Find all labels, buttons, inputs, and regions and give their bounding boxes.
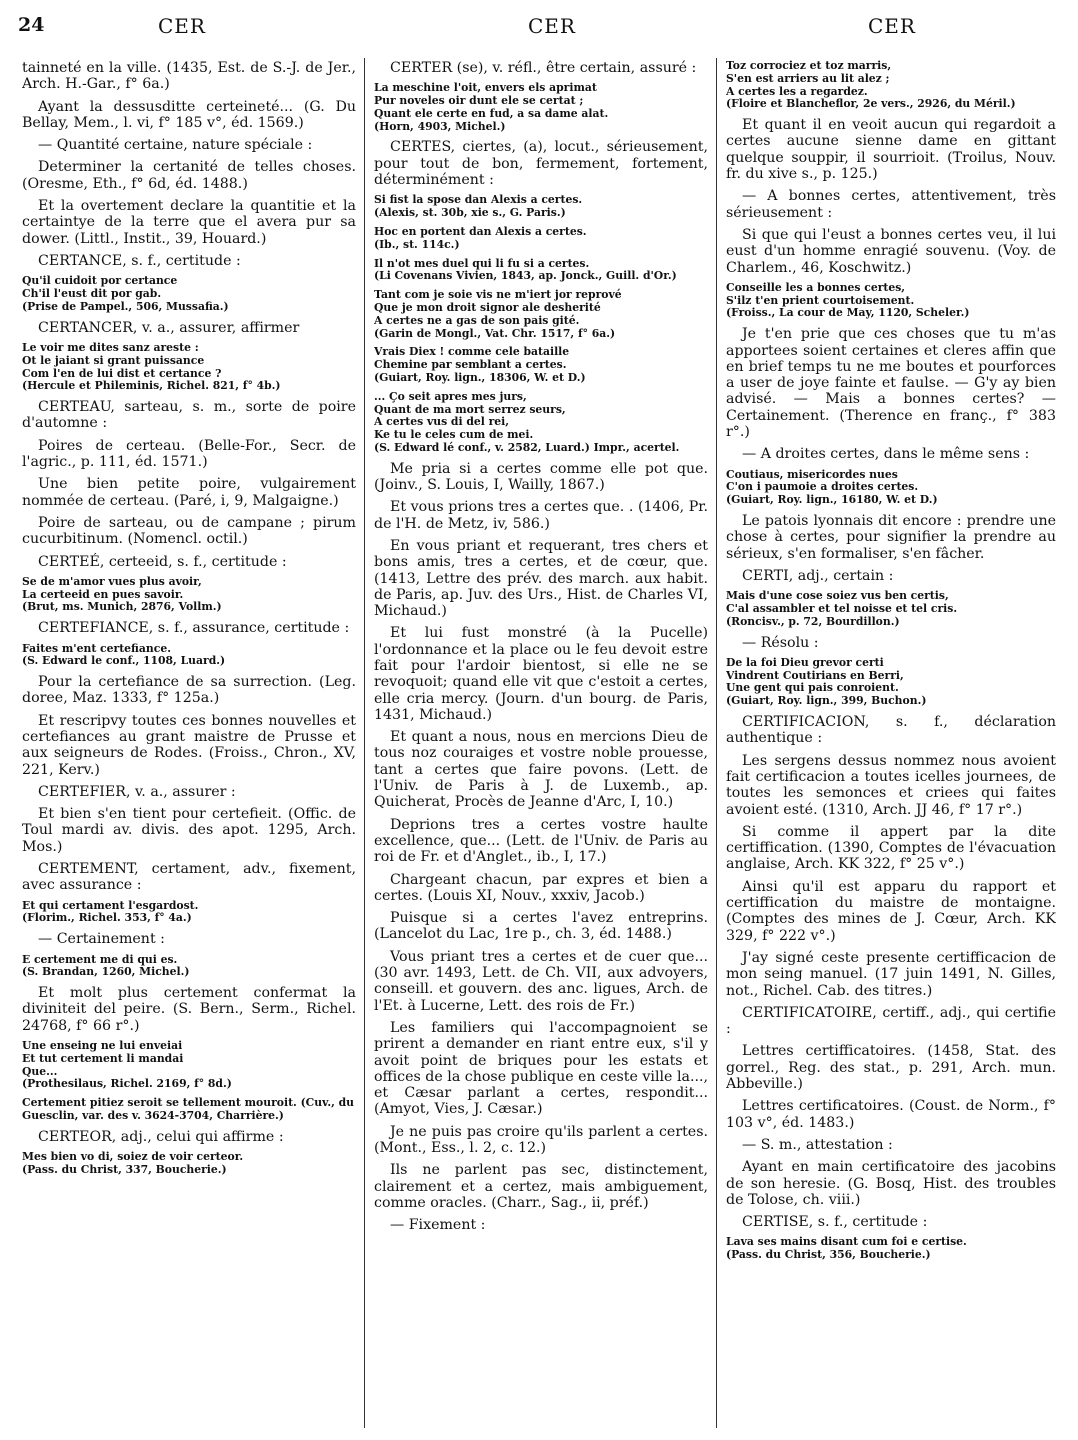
entry-headword: CERTEAU, sarteau, s. m., sorte de poire d'automne : [22, 399, 356, 432]
quotation: Conseille les a bonnes certes, S'ilz t'en prient courtoisement. (Froiss., La cour de May, 1120, Scheler.) [726, 280, 970, 320]
quotation: Si fist la spose dan Alexis a certes. (Alexis, st. 30b, xie s., G. Paris.) [374, 193, 583, 220]
entry-headword: CERTEÉ, certeeid, s. f., certitude : [38, 553, 287, 570]
quotation: Toz corrociez et toz marris, S'en est arriers au lit alez ; A certes les a regardez. (Floire et Blancheflor, 2e vers., 2926, du Méril.) [726, 60, 1016, 111]
text-paragraph: Je ne puis pas croire qu'ils parlent a certes. (Mont., Ess., l. 2, c. 12.) [374, 1123, 708, 1156]
quotation: Tant com je soie vis ne m'iert jor reprové Que je mon droit signor ale desherité A certes ne a gas de son pais gité. (Garin de Mongl., Vat. Chr. 1517, f° 6a.) [374, 288, 622, 340]
running-head-right: CER [868, 14, 916, 38]
text-paragraph: Me pria si a certes comme elle pot que. (Joinv., S. Louis, I, Wailly, 1867.) [374, 460, 708, 494]
text-paragraph: Chargeant chacun, par expres et bien a certes. (Louis XI, Nouv., xxxiv, Jacob.) [374, 871, 708, 904]
text-paragraph: Les familiers qui l'accompagnoient se prirent a demander en riant entre eux, s'il y avoit point de briques pour les estats et offices de la chose publique en ceste ville la..., et Cæsar parlant a certes, respondit... (Amyot, Vies, J. Cæsar.) [374, 1019, 708, 1118]
text-paragraph: Et la overtement declare la quantitie et la certaintye de la terre que el avera pur sa dower. (Littl., Instit., 39, Houard.) [22, 198, 356, 247]
quotation: Il n'ot mes duel qui li fu si a certes. (Li Covenans Vivien, 1843, ap. Jonck., Guill. d'Or.) [374, 256, 677, 283]
text-paragraph: Si comme il appert par la dite certiffication. (1390, Comptes de l'évacuation anglaise, Arch. KK 322, f° 25 v°.) [726, 823, 1056, 873]
quotation: Une enseing ne lui enveiai Et tut certement li mandai Que... (Prothesilaus, Richel. 2169, f° 8d.) [22, 1039, 232, 1091]
running-head-center: CER [528, 14, 576, 38]
column-left [22, 60, 356, 1432]
quotation: La meschine l'oit, envers els aprimat Pur noveles oir dunt ele se certat ; Quant ele certe en fud, a sa dame alat. (Horn, 4903, Michel.) [374, 81, 609, 133]
quotation: Certement pitiez seroit se tellement mouroit. (Cuv., du Guesclin, var. des v. 3624-3704, Charrière.) [22, 1096, 354, 1123]
quotation: Mes bien vo di, soiez de voir certeor. (Pass. du Christ, 337, Boucherie.) [22, 1150, 244, 1176]
sense-heading: — A bonnes certes, attentivement, très sérieusement : [726, 188, 1056, 221]
quotation: De la foi Dieu grevor certi Vindrent Coutirians en Berri, Une gent qui pais conroient. (Guiart, Roy. lign., 399, Buchon.) [726, 655, 927, 708]
running-head-left: CER [158, 14, 206, 38]
text-paragraph: Je t'en prie que ces choses que tu m'as apportees soient certaines et cleres affin que en brief temps tu ne me boutes et pourforces a user de joye fainte et faulse. — G'y ay bien advisé. — Mais a bonnes certes? — Certainement. (Therence en franç., f° 383 r°.) [726, 326, 1056, 441]
quotation: Vrais Diex ! comme cele bataille Chemine par semblant a certes. (Guiart, Roy. lign., 18306, W. et D.) [374, 345, 586, 384]
entry-headword: CERTEFIER, v. a., assurer : [38, 783, 236, 800]
text-paragraph: Les sergens dessus nommez nous avoient fait certificacion a toutes icelles journees, de toutes les semonces et criees qui faites avoient esté. (1310, Arch. JJ 46, f° 17 r°.) [726, 752, 1056, 818]
quotation: Coutiaus, misericordes nues C'on i paumoie a droites certes. (Guiart, Roy. lign., 16180, W. et D.) [726, 467, 938, 507]
text-paragraph: Lettres certificatoires. (Coust. de Norm., f° 103 v°, éd. 1483.) [726, 1098, 1056, 1131]
text-paragraph: Puisque si a certes l'avez entreprins. (Lancelot du Lac, 1re p., ch. 3, éd. 1488.) [374, 910, 708, 943]
sense-heading: — Quantité certaine, nature spéciale : [38, 137, 313, 154]
text-paragraph: tainneté en la ville. (1435, Est. de S.-J. de Jer., Arch. H.-Gar., f° 6a.) [22, 60, 356, 93]
text-paragraph: Vous priant tres a certes et de cuer que... (30 avr. 1493, Lett. de Ch. VII, aux advoyers, conseill. et gouvern. des anc. ligues, Arch. de l'Et. à Lucerne, Lett. des rois de Fr.) [374, 948, 708, 1014]
sense-heading: — S. m., attestation : [742, 1136, 893, 1153]
entry-headword: CERTES, ciertes, (a), locut., sérieusement, pour tout de bon, fermement, fortement, déterminément : [374, 139, 708, 189]
text-paragraph: Et bien s'en tient pour certefieit. (Offic. de Toul mardi av. divis. des apot. 1295, Arch. Mos.) [22, 806, 356, 855]
text-paragraph: Et quant a nous, nous en mercions Dieu de tous noz couraiges et vostre noble prouesse, tant a certes que faire povons. (Lett. de l'Univ. de Paris à J. de Luxemb., ap. Quicherat, Procès de Jeanne d'Arc, I, 10.) [374, 729, 708, 811]
entry-headword: CERTEOR, adj., celui qui affirme : [38, 1128, 284, 1145]
text-paragraph: Deprions tres a certes vostre haulte excellence, que... (Lett. de l'Univ. de Paris au roi de Fr. et d'Anglet., ib., I, 17.) [374, 816, 708, 866]
text-paragraph: Poire de sarteau, ou de campane ; pirum cucurbitinum. (Nomencl. octil.) [22, 514, 356, 548]
quotation: Et qui certament l'esgardost. (Florim., Richel. 353, f° 4a.) [22, 898, 199, 925]
column-middle [374, 60, 708, 1432]
text-paragraph: Et quant il en veoit aucun qui regardoit a certes aucune sienne dame en gittant quelque souppir, il sourrioit. (Troilus, Nouv. fr. du xive s., p. 125.) [726, 117, 1056, 183]
text-paragraph: Ainsi qu'il est apparu du rapport et certiffication du maistre de montaigne. (Comptes des mines de J. Cœur, Arch. KK 329, f° 222 v°.) [726, 878, 1056, 944]
column-divider [364, 58, 365, 1428]
sense-heading: — A droites certes, dans le même sens : [742, 446, 1030, 463]
text-paragraph: En vous priant et requerant, tres chers et bons amis, tres a certes, et de cœur, que. (1413, Lettre des prév. des march. aux habit. de Paris, ap. Juv. des Urs., Hist. de Charles VI, Michaud.) [374, 537, 708, 620]
quotation: Le voir me dites sanz areste : Ot le jaiant si grant puissance Com l'en de lui dist et certance ? (Hercule et Phileminis, Richel. 821, f° 4b.) [22, 340, 281, 393]
text-paragraph: Et vous prions tres a certes que. . (1406, Pr. de l'H. de Metz, iv, 586.) [374, 499, 708, 532]
text-paragraph: Poires de certeau. (Belle-For., Secr. de l'agric., p. 111, éd. 1571.) [22, 437, 356, 471]
entry-headword: CERTIFICACION, s. f., déclaration authentique : [726, 714, 1056, 747]
text-paragraph: Determiner la certanité de telles choses. (Oresme, Eth., f° 6d, éd. 1488.) [22, 159, 356, 192]
entry-headword: CERTANCER, v. a., assurer, affirmer [38, 319, 300, 336]
text-paragraph: J'ay signé ceste presente certifficacion de mon seing manuel. (17 juin 1491, N. Gilles, not., Richel. Cab. des titres.) [726, 949, 1056, 999]
entry-headword: CERTISE, s. f., certitude : [742, 1214, 928, 1231]
quotation: Se de m'amor vues plus avoir, La certeeid en pues savoir. (Brut, ms. Munich, 2876, Vollm.) [22, 574, 222, 614]
text-paragraph: Et molt plus certement confermat la diviniteit del peire. (S. Bern., Serm., Richel. 24768, f° 66 r°.) [22, 985, 356, 1034]
entry-headword: CERTANCE, s. f., certitude : [38, 252, 241, 269]
entry-headword: CERTER (se), v. réfl., être certain, assuré : [390, 60, 697, 76]
text-paragraph: Le patois lyonnais dit encore : prendre une chose à certes, pour signifier la prendre au sérieux, s'en formaliser, s'en fâcher. [726, 513, 1056, 562]
sense-heading: — Résolu : [742, 634, 819, 651]
quotation: Lava ses mains disant cum foi e certise. (Pass. du Christ, 356, Boucherie.) [726, 1235, 967, 1262]
text-paragraph: Ils ne parlent pas sec, distinctement, clairement et a certez, mais ambiguement, comme oracles. (Charr., Sag., ii, préf.) [374, 1162, 708, 1211]
quotation: Mais d'une cose soiez vus ben certis, C'al assambler et tel noisse et tel cris. (Roncisv., p. 72, Bourdillon.) [726, 589, 958, 628]
sense-heading: — Fixement : [390, 1217, 486, 1234]
quotation: Hoc en portent dan Alexis a certes. (Ib., st. 114c.) [374, 224, 587, 251]
text-paragraph: Pour la certefiance de sa surrection. (Leg. doree, Maz. 1333, f° 125a.) [22, 674, 356, 707]
entry-headword: CERTIFICATOIRE, certiff., adj., qui certifie : [726, 1004, 1056, 1038]
quotation: Faites m'ent certefiance. (S. Edward le conf., 1108, Luard.) [22, 641, 226, 668]
text-paragraph: Ayant la dessusditte certeineté... (G. Du Bellay, Mem., l. vi, f° 185 v°, éd. 1569.) [22, 98, 356, 131]
text-paragraph: Et lui fust monstré (à la Pucelle) l'ordonnance et la place ou le feu devoit estre fait pour l'ardoir bientost, si elle ne se revoquoit; quand elle vit que c'estoit a certes, elle cria mercy. (Journ. d'un bourg. de Paris, 1431, Michaud.) [374, 625, 708, 723]
column-divider [716, 58, 717, 1428]
entry-headword: CERTEMENT, certament, adv., fixement, avec assurance : [22, 861, 356, 894]
text-paragraph: Ayant en main certificatoire des jacobins de son heresie. (G. Bosq, Hist. des troubles de Tolose, ch. viii.) [726, 1159, 1056, 1208]
quotation: ... Ço seit apres mes jurs, Quant de ma mort serrez seurs, A certes vus di del rei, Ke tu le celes cum de mei. (S. Edward lé conf., v. 2582, Luard.) Impr., acertel. [374, 389, 680, 454]
text-paragraph: Lettres certifficatoires. (1458, Stat. des gorrel., Reg. des stat., p. 291, Arch. mun. Abbeville.) [726, 1043, 1056, 1093]
text-paragraph: Si que qui l'eust a bonnes certes veu, il lui eust d'un homme enragié souvenu. (Voy. de Charlem., 46, Koschwitz.) [726, 226, 1056, 276]
text-paragraph: Et rescripvy toutes ces bonnes nouvelles et certefiances au grant maistre de Prusse et aux seigneurs de Rodes. (Froiss., Chron., XV, 221, Kerv.) [22, 712, 356, 778]
text-paragraph: Une bien petite poire, vulgairement nommée de certeau. (Paré, i, 9, Malgaigne.) [22, 476, 356, 509]
entry-headword: CERTI, adj., certain : [742, 567, 894, 584]
page-number: 24 [18, 14, 45, 36]
column-right [726, 60, 1056, 1432]
quotation: E certement me di qui es. (S. Brandan, 1260, Michel.) [22, 952, 190, 979]
sense-heading: — Certainement : [38, 931, 165, 948]
quotation: Qu'il cuidoit por certance Ch'il l'eust dit por gab. (Prise de Pampel., 506, Mussafia.) [22, 274, 229, 313]
page-header [18, 14, 1060, 44]
entry-headword: CERTEFIANCE, s. f., assurance, certitude : [38, 620, 350, 637]
